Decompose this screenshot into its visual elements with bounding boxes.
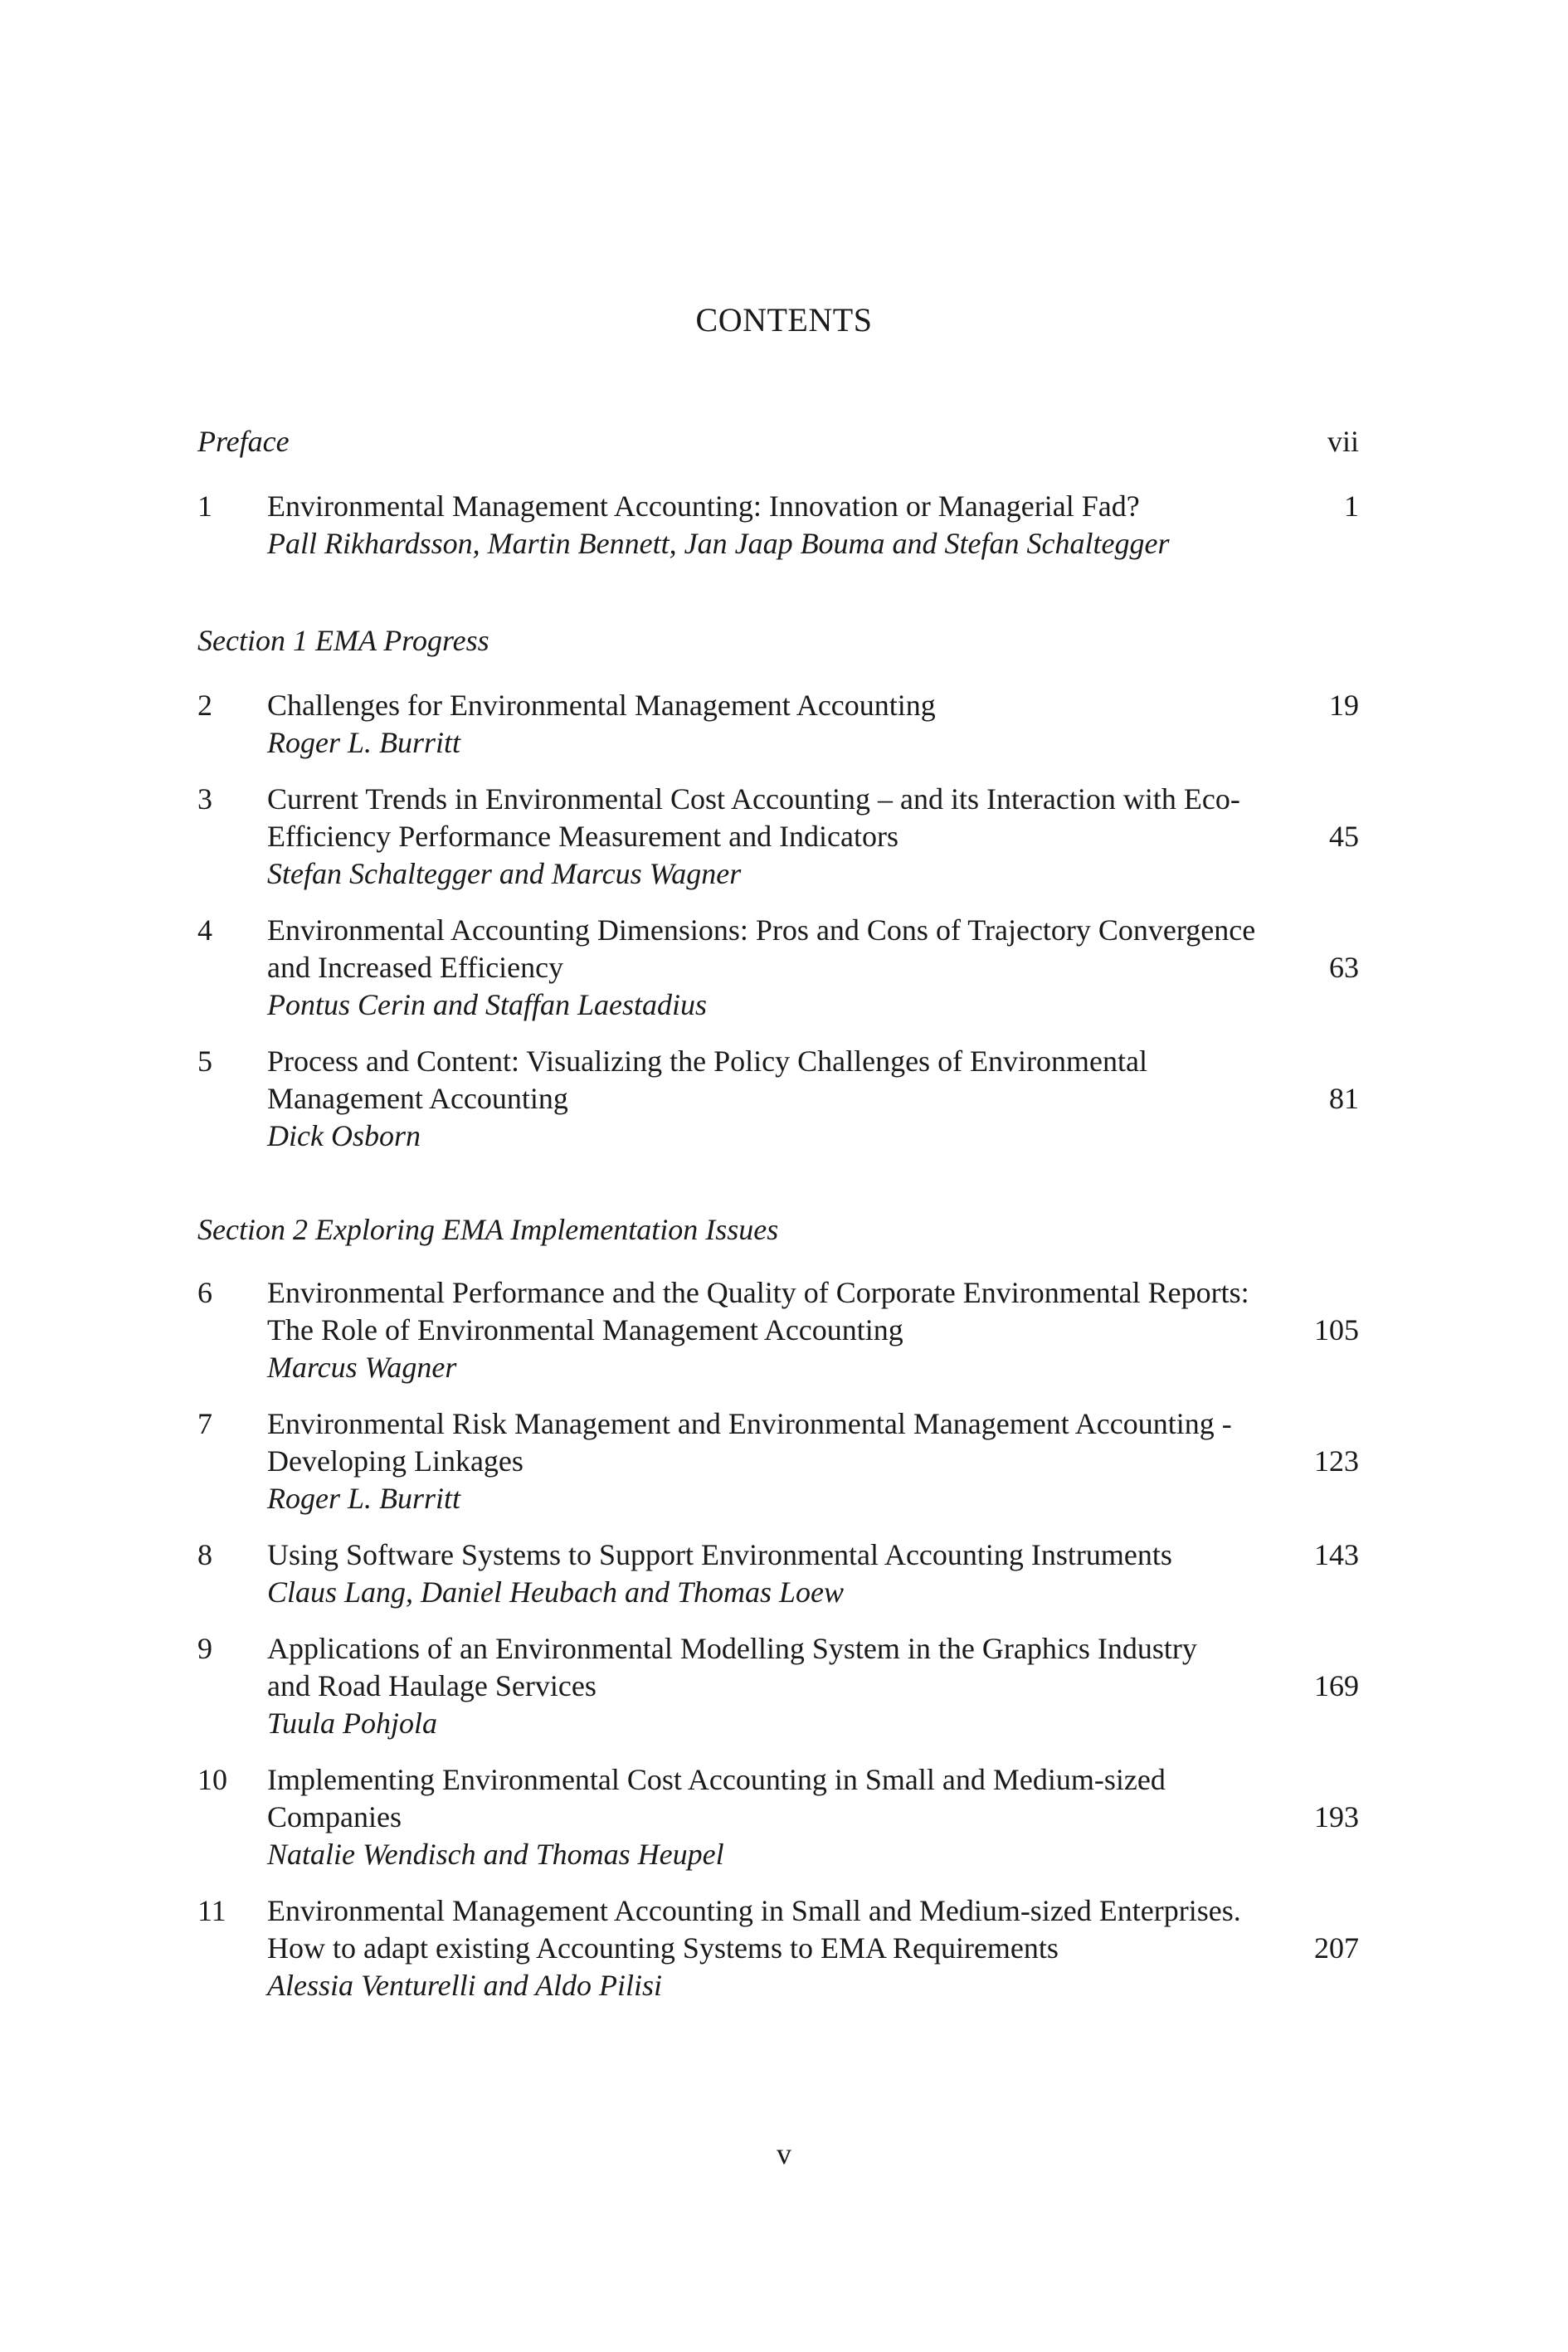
- chapter-number: 1: [197, 489, 212, 523]
- chapter-number: 8: [197, 1538, 212, 1571]
- page-number: 143: [1314, 1538, 1359, 1571]
- chapter-number: 11: [197, 1894, 226, 1927]
- chapter-body: [267, 1043, 1293, 1155]
- section-heading: Section 2 Exploring EMA Implementation Issues: [197, 1213, 779, 1246]
- chapter-title-line: and Road Haulage Services: [267, 1669, 597, 1702]
- chapter-title-line: Process and Content: Visualizing the Policy Challenges of Environmental: [267, 1045, 1147, 1078]
- chapter-title-line: Challenges for Environmental Management Accounting: [267, 689, 936, 722]
- chapter-title-line: Efficiency Performance Measurement and Indicators: [267, 820, 899, 853]
- chapter-authors: Natalie Wendisch and Thomas Heupel: [267, 1838, 724, 1871]
- page-number: 169: [1314, 1669, 1359, 1702]
- page-number: 123: [1314, 1444, 1359, 1478]
- chapter-title-line: Environmental Performance and the Quality of Corporate Environmental Reports:: [267, 1276, 1249, 1309]
- toc-entry-chapter-7: [197, 1405, 1359, 1517]
- chapter-body: [267, 1274, 1293, 1386]
- chapter-title-line: and Increased Efficiency: [267, 951, 564, 984]
- chapter-authors: Alessia Venturelli and Aldo Pilisi: [267, 1969, 662, 2002]
- page-number: 193: [1314, 1800, 1359, 1833]
- chapter-number: 5: [197, 1045, 212, 1078]
- chapter-authors: Pall Rikhardsson, Martin Bennett, Jan Jaap Bouma and Stefan Schaltegger: [267, 527, 1170, 560]
- chapter-number: 9: [197, 1632, 212, 1665]
- toc-entry-preface: [197, 423, 1359, 460]
- chapter-body: [267, 1761, 1293, 1873]
- chapter-body: [267, 1405, 1293, 1517]
- chapter-title-line: Current Trends in Environmental Cost Accounting – and its Interaction with Eco-: [267, 782, 1240, 816]
- toc-entry-chapter-4: [197, 912, 1359, 1024]
- chapter-body: [267, 912, 1293, 1024]
- page-number: 105: [1314, 1313, 1359, 1346]
- page-number: 1: [1344, 489, 1359, 523]
- chapter-number: 6: [197, 1276, 212, 1309]
- page-number: 207: [1314, 1931, 1359, 1965]
- chapter-title-line: Developing Linkages: [267, 1444, 523, 1478]
- toc-entry-chapter-9: [197, 1630, 1359, 1742]
- chapter-title-line: Applications of an Environmental Modelling System in the Graphics Industry: [267, 1632, 1197, 1665]
- chapter-body: [267, 488, 1293, 562]
- chapter-authors: Tuula Pohjola: [267, 1707, 438, 1740]
- chapter-authors: Dick Osborn: [267, 1119, 421, 1152]
- toc-entry-chapter-2: [197, 687, 1359, 762]
- toc-entry-chapter-5: [197, 1043, 1359, 1155]
- page-title: CONTENTS: [695, 301, 873, 338]
- toc-entry-chapter-11: [197, 1892, 1359, 2004]
- page-number: 81: [1329, 1082, 1359, 1115]
- chapter-number: 2: [197, 689, 212, 722]
- chapter-authors: Roger L. Burritt: [267, 726, 461, 759]
- chapter-authors: Claus Lang, Daniel Heubach and Thomas Loew: [267, 1575, 845, 1609]
- chapter-body: [267, 781, 1293, 893]
- toc-entry-chapter-3: [197, 781, 1359, 893]
- chapter-body: [267, 1892, 1293, 2004]
- page-number: 63: [1329, 951, 1359, 984]
- page-number: vii: [1327, 425, 1359, 458]
- chapter-body: [267, 687, 1293, 762]
- page-number: 19: [1329, 689, 1359, 722]
- chapter-authors: Pontus Cerin and Staffan Laestadius: [267, 988, 708, 1021]
- chapter-title-line: How to adapt existing Accounting Systems to EMA Requirements: [267, 1931, 1059, 1965]
- chapter-authors: Marcus Wagner: [267, 1351, 457, 1384]
- chapter-title-line: Management Accounting: [267, 1082, 568, 1115]
- chapter-title-line: Using Software Systems to Support Environmental Accounting Instruments: [267, 1538, 1172, 1571]
- toc-entry-chapter-8: [197, 1536, 1359, 1611]
- chapter-number: 7: [197, 1407, 212, 1440]
- page-folio: v: [777, 2137, 791, 2170]
- chapter-number: 10: [197, 1763, 227, 1796]
- page-number: 45: [1329, 820, 1359, 853]
- chapter-body: [267, 1630, 1293, 1742]
- toc-entry-chapter-1: [197, 488, 1359, 562]
- chapter-title-line: Implementing Environmental Cost Accounting in Small and Medium-sized: [267, 1763, 1166, 1796]
- chapter-title-line: Environmental Management Accounting in Small and Medium-sized Enterprises.: [267, 1894, 1241, 1927]
- chapter-title-line: Environmental Management Accounting: Innovation or Managerial Fad?: [267, 489, 1140, 523]
- chapter-authors: Stefan Schaltegger and Marcus Wagner: [267, 857, 742, 890]
- section-heading: Section 1 EMA Progress: [197, 624, 489, 657]
- chapter-body: [267, 1536, 1293, 1611]
- chapter-title-line: The Role of Environmental Management Accounting: [267, 1313, 903, 1346]
- toc-entry-chapter-10: [197, 1761, 1359, 1873]
- chapter-title-line: Environmental Accounting Dimensions: Pros and Cons of Trajectory Convergence: [267, 913, 1256, 947]
- chapter-title-line: Companies: [267, 1800, 402, 1833]
- chapter-title-line: Environmental Risk Management and Environmental Management Accounting -: [267, 1407, 1232, 1440]
- chapter-number: 4: [197, 913, 212, 947]
- chapter-number: 3: [197, 782, 212, 816]
- toc-entry-chapter-6: [197, 1274, 1359, 1386]
- chapter-authors: Roger L. Burritt: [267, 1482, 461, 1515]
- preface-label: Preface: [197, 425, 290, 458]
